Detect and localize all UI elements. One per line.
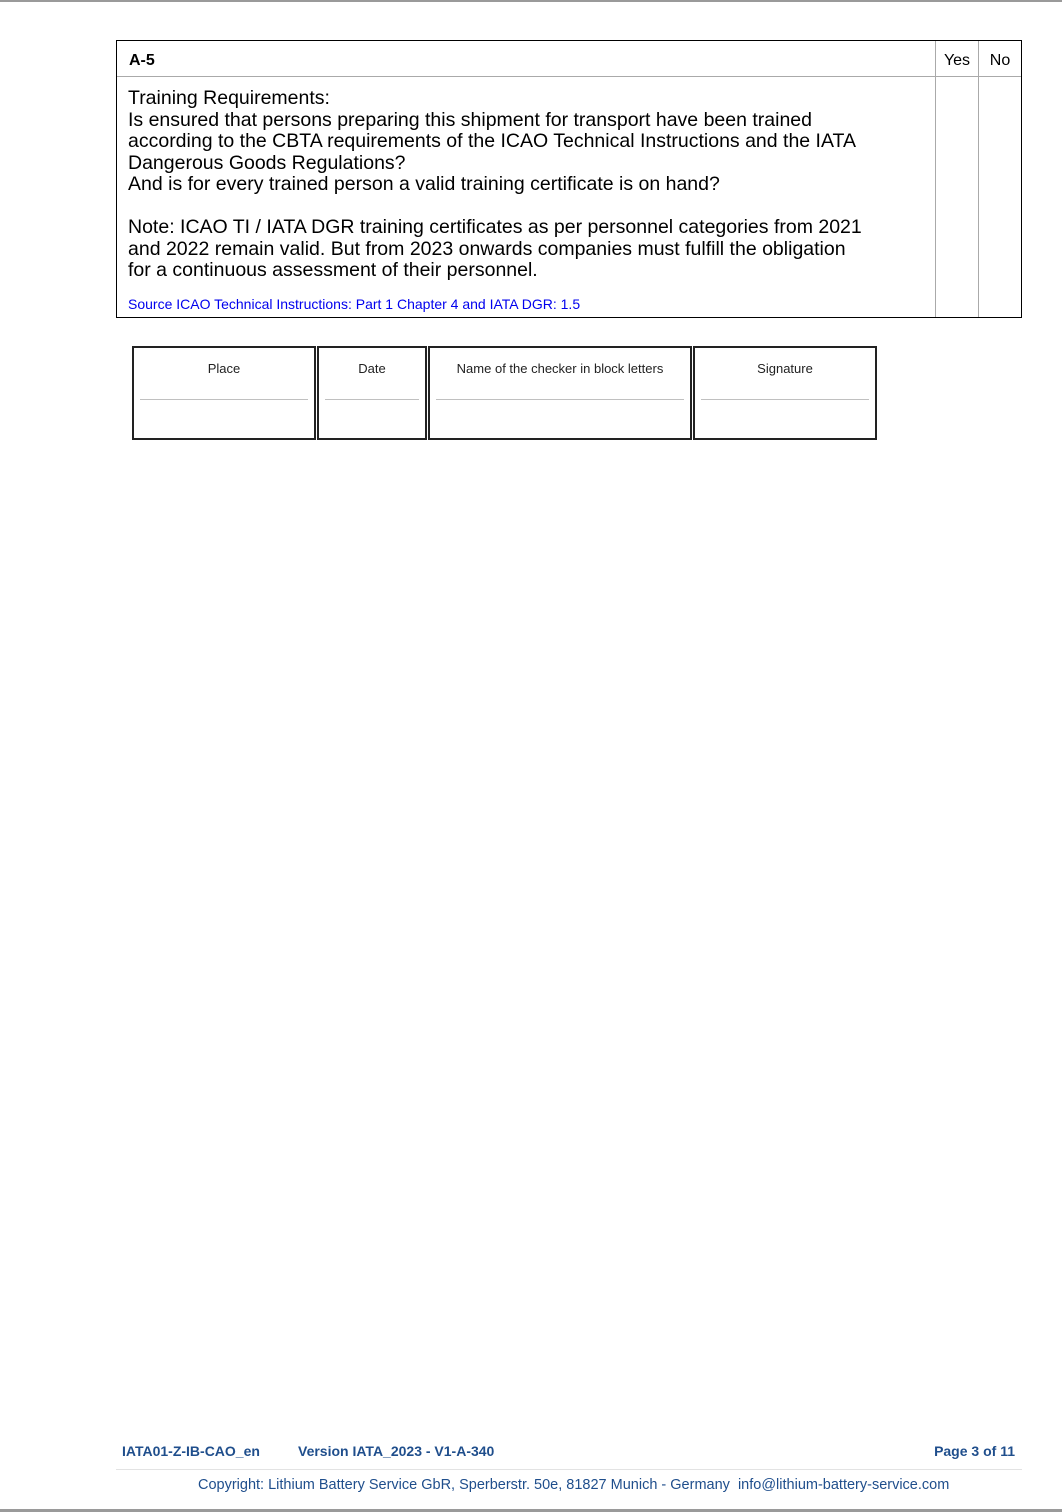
footer-page-number: Page 3 of 11 (934, 1443, 1015, 1459)
signature-label: Signature (757, 361, 813, 376)
date-label: Date (358, 361, 386, 376)
question-line: And is for every trained person a valid training certificate is on hand? (128, 173, 720, 196)
checker-name-label: Name of the checker in block letters (456, 361, 664, 376)
no-answer-cell[interactable] (978, 41, 1021, 317)
note-line: Note: ICAO TI / IATA DGR training certificates as per personnel categories from 2021 (128, 215, 862, 238)
field-underline (140, 399, 308, 400)
yes-label: Yes (943, 52, 971, 69)
footer-version: Version IATA_2023 - V1-A-340 (298, 1443, 495, 1459)
note-line: for a continuous assessment of their personnel. (128, 259, 538, 282)
place-label: Place (207, 361, 241, 376)
question-table (116, 40, 1022, 318)
note-line: and 2022 remain valid. But from 2023 onwards companies must fulfill the obligation (128, 237, 846, 260)
source-reference-link[interactable]: Source ICAO Technical Instructions: Part 1 Chapter 4 and IATA DGR: 1.5 (128, 296, 581, 312)
top-border (0, 0, 1062, 2)
footer-document-id: IATA01-Z-IB-CAO_en (122, 1443, 260, 1459)
date-field[interactable] (317, 346, 427, 440)
footer-divider (116, 1469, 1022, 1470)
paragraph-gap (128, 196, 928, 217)
yes-answer-cell[interactable] (935, 41, 978, 317)
place-field[interactable] (132, 346, 316, 440)
question-id: A-5 (129, 52, 155, 69)
footer-copyright: Copyright: Lithium Battery Service GbR, Sperberstr. 50e, 81827 Munich - Germany info@lithium-battery-service.com (198, 1477, 950, 1493)
question-line: Is ensured that persons preparing this shipment for transport have been trained (128, 108, 812, 131)
question-line: Dangerous Goods Regulations? (128, 151, 406, 174)
field-underline (325, 399, 419, 400)
signature-field[interactable] (693, 346, 877, 440)
field-underline (436, 399, 684, 400)
checker-name-field[interactable] (428, 346, 692, 440)
question-line: Training Requirements: (128, 87, 330, 109)
question-text (128, 88, 928, 282)
no-label: No (989, 52, 1011, 69)
question-cell (117, 41, 935, 317)
field-underline (701, 399, 869, 400)
question-line: according to the CBTA requirements of the ICAO Technical Instructions and the IATA (128, 130, 857, 153)
